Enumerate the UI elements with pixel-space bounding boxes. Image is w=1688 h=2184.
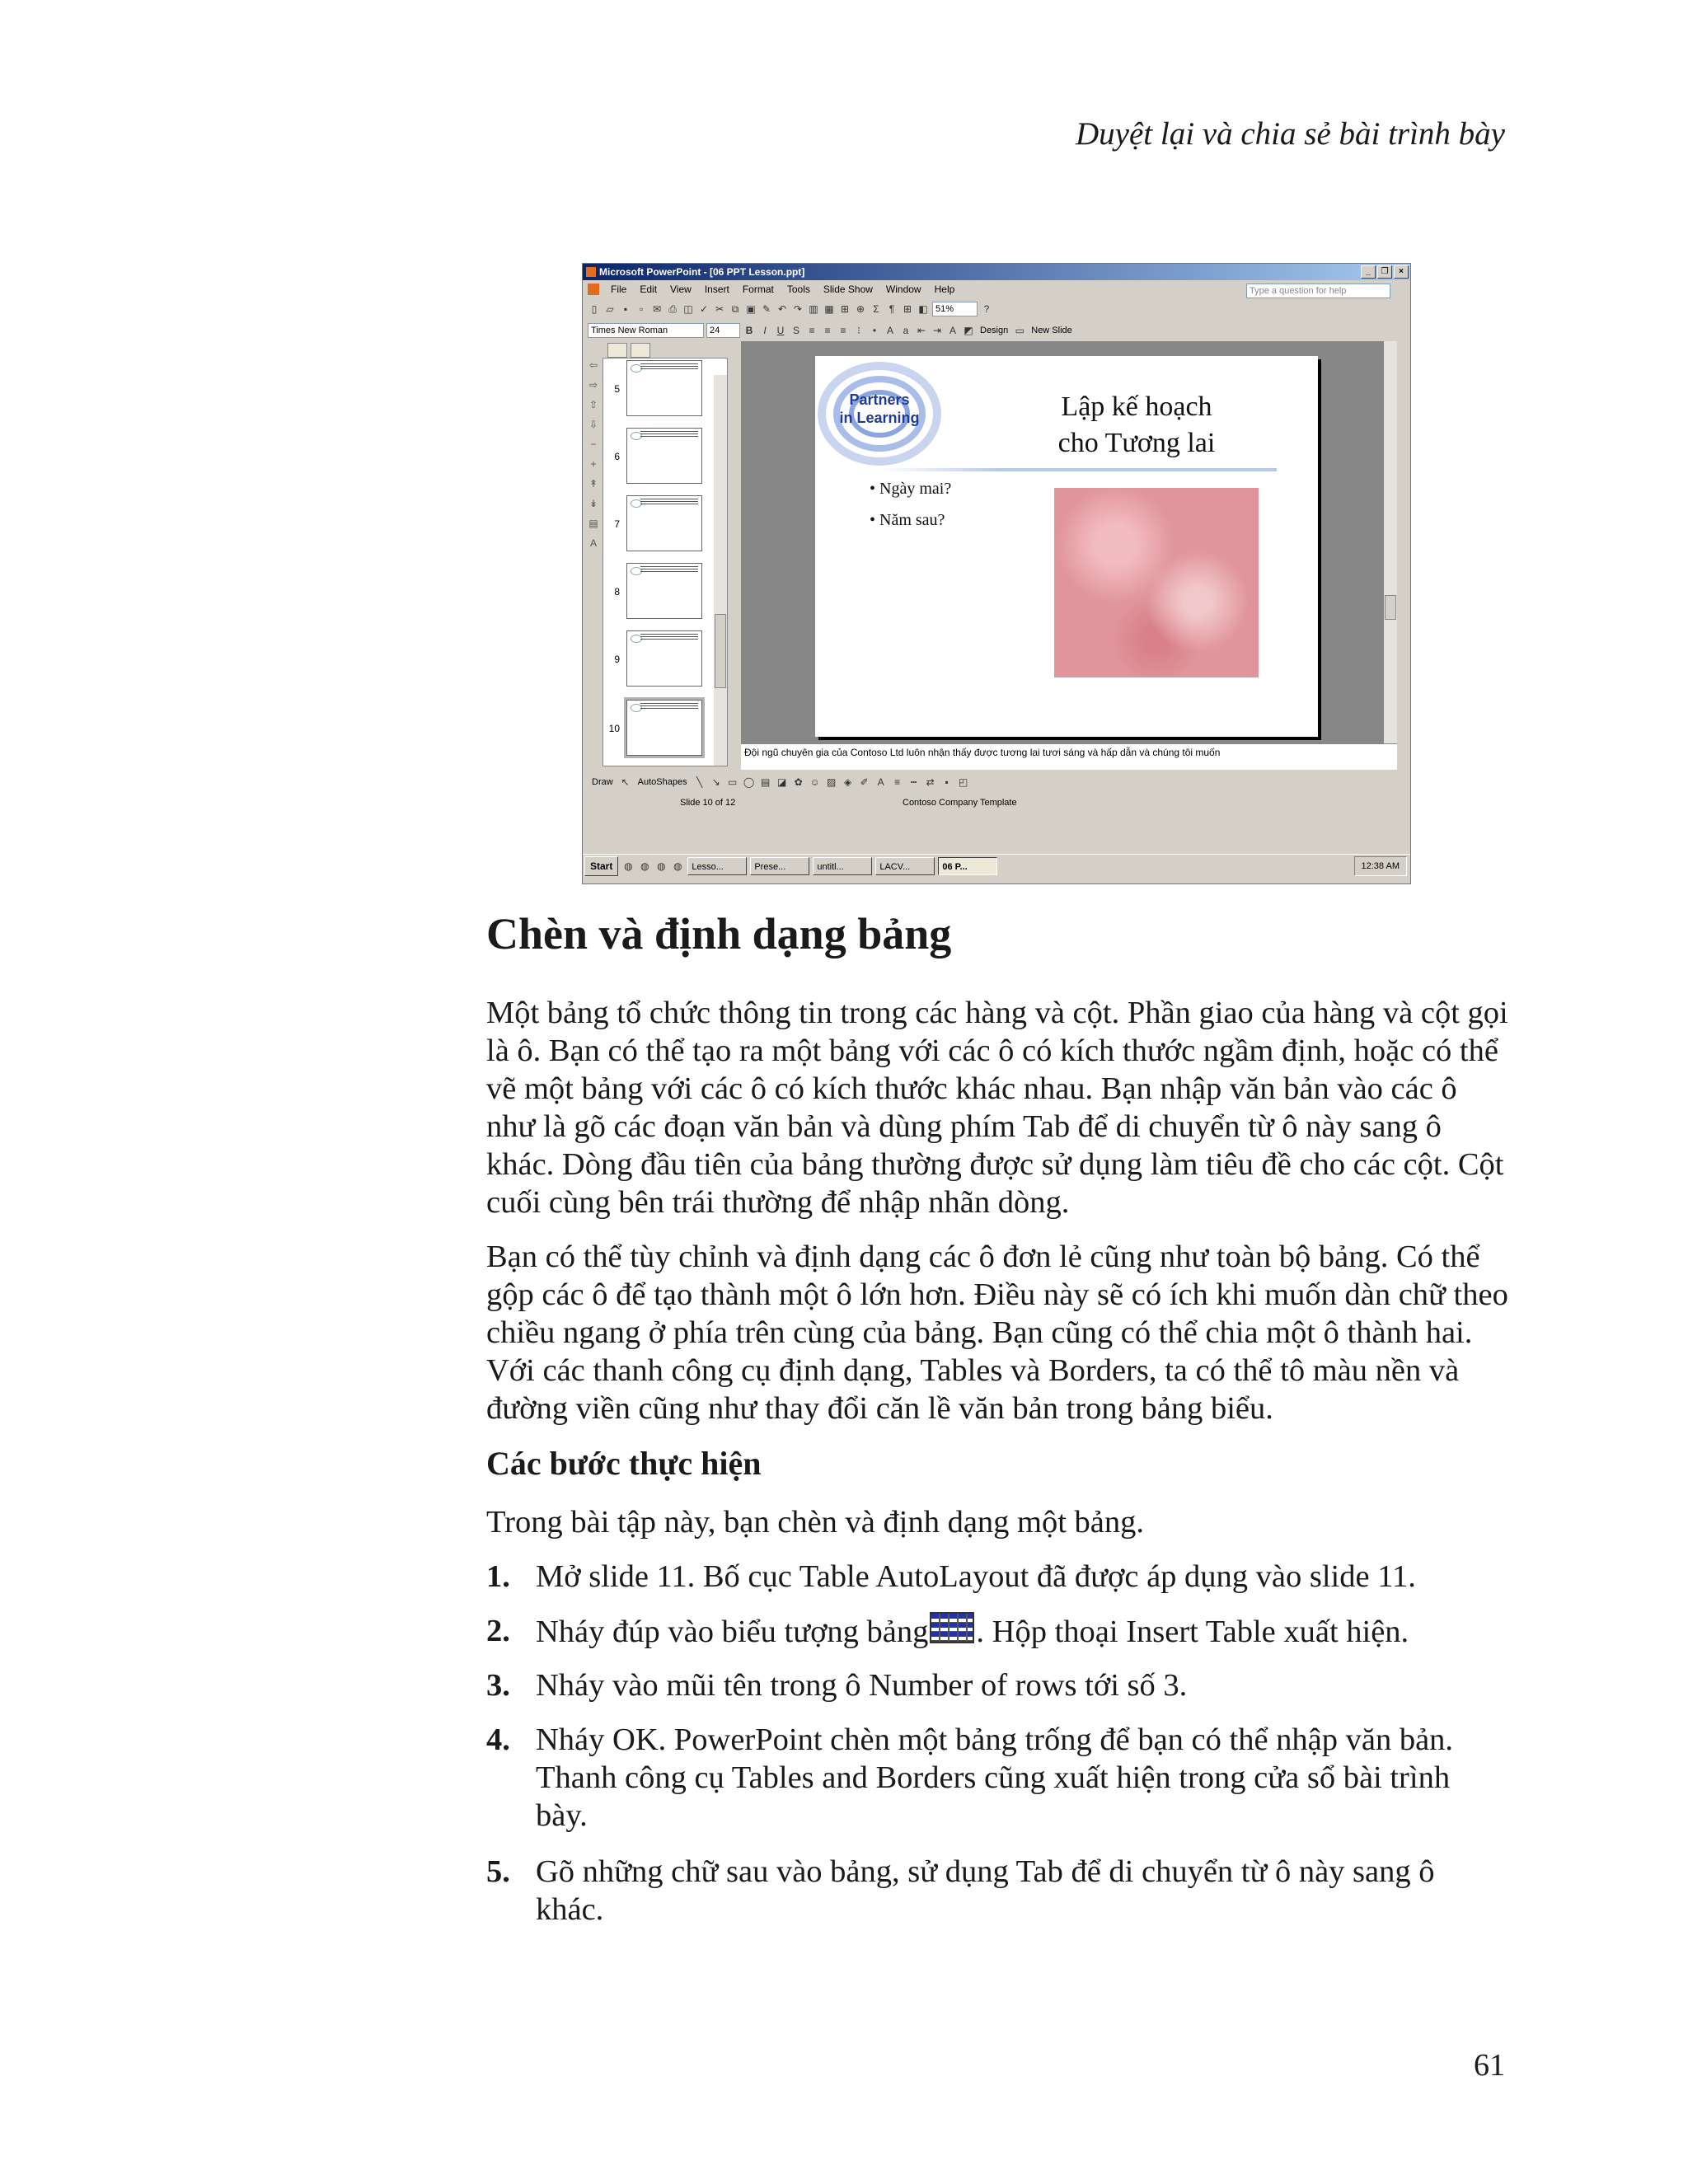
- align-right-icon[interactable]: ≡: [840, 325, 846, 336]
- font-name-select[interactable]: Times New Roman: [588, 323, 704, 338]
- increase-font-icon[interactable]: A: [886, 325, 893, 336]
- diagram-icon[interactable]: ✿: [794, 776, 803, 788]
- align-left-icon[interactable]: ≡: [809, 325, 815, 336]
- thumbnail-number: 6: [614, 451, 620, 462]
- slide-scrollbar[interactable]: [1384, 341, 1397, 743]
- slide-title-line: Lập kế hoạch: [1061, 391, 1212, 422]
- new-icon[interactable]: ▯: [591, 303, 598, 315]
- slide-workspace: [741, 341, 1397, 743]
- standard-toolbar: [583, 298, 1410, 320]
- minimize-icon[interactable]: _: [1361, 265, 1376, 279]
- thumbnail-card: [626, 700, 702, 756]
- taskbar-item[interactable]: Prese...: [750, 857, 809, 875]
- bullets-icon[interactable]: •: [872, 325, 877, 336]
- line-color-icon[interactable]: ✐: [860, 776, 869, 788]
- rectangle-icon[interactable]: ▭: [727, 776, 738, 788]
- step-number: 2.: [486, 1614, 510, 1648]
- step-number: 3.: [486, 1668, 510, 1703]
- drawing-toolbar: [583, 770, 1410, 794]
- numbering-icon[interactable]: ⁝: [857, 325, 860, 336]
- chart-icon[interactable]: ▥: [809, 303, 818, 315]
- window-titlebar: [583, 264, 1410, 280]
- menu-file[interactable]: File: [611, 284, 627, 295]
- powerpoint-app-icon: [586, 267, 596, 277]
- status-template: Contoso Company Template: [903, 798, 1017, 808]
- notes-pane[interactable]: Đội ngũ chuyên gia của Contoso Ltd luôn nhận thấy được tương lai tươi sáng và hấp dẫn và chúng tôi muốn: [741, 743, 1397, 770]
- summary-slide-icon[interactable]: ▤: [588, 518, 598, 529]
- menu-window[interactable]: Window: [885, 284, 921, 295]
- shadow-icon[interactable]: S: [792, 325, 799, 336]
- dash-style-icon[interactable]: ┅: [910, 776, 917, 788]
- flower-image[interactable]: [1054, 488, 1259, 677]
- slide-bullet: • Ngày mai?: [870, 480, 952, 498]
- subsection-title: Các bước thực hiện: [486, 1445, 762, 1482]
- promote-icon[interactable]: ⇦: [588, 359, 598, 371]
- taskbar-item[interactable]: untitl...: [813, 857, 872, 875]
- copy-icon[interactable]: ⧉: [731, 302, 739, 315]
- open-icon[interactable]: ▱: [606, 303, 614, 315]
- thumbnail-8[interactable]: [612, 563, 710, 622]
- expand-icon[interactable]: +: [590, 458, 597, 470]
- text-box-icon[interactable]: ▤: [760, 776, 771, 788]
- formatting-toolbar: [583, 320, 1410, 341]
- taskbar-item[interactable]: Lesso...: [687, 857, 747, 875]
- center-icon[interactable]: ≡: [824, 325, 831, 336]
- document-icon[interactable]: [588, 284, 599, 295]
- help-icon[interactable]: ?: [983, 303, 990, 315]
- page-number: 61: [1474, 2048, 1505, 2083]
- thumbnail-card: [626, 630, 702, 687]
- line-style-icon[interactable]: ≡: [894, 776, 901, 788]
- slides-tab[interactable]: [631, 343, 650, 358]
- window-title: Microsoft PowerPoint - [06 PPT Lesson.ppt]: [599, 266, 805, 278]
- title-rule: [881, 468, 1277, 471]
- menu-format[interactable]: Format: [742, 284, 774, 295]
- move-up-icon[interactable]: ⇧: [588, 399, 598, 410]
- step-text: Nháy vào mũi tên trong ô Number of rows tới số 3.: [536, 1668, 1188, 1703]
- oval-icon[interactable]: ◯: [743, 776, 755, 788]
- thumbnail-number: 8: [614, 586, 620, 598]
- paragraph-2: Bạn có thể tùy chỉnh và định dạng các ô đơn lẻ cũng như toàn bộ bảng. Có thể gộp các ô để tạo thành một ô lớn hơn. Điều này sẽ có ích khi muốn dàn chữ theo chiều ngang ở phía trên cùng của bảng. Bạn cũng có thể chia một ô thành hai. Với các thanh công cụ định dạng, Tables và Borders, ta có thể tô màu nền và đường viền cũng như thay đổi căn lề văn bản trong bảng biểu.: [486, 1240, 1508, 1426]
- move-down-icon[interactable]: ⇩: [588, 419, 598, 430]
- font-color-icon[interactable]: A: [877, 776, 884, 788]
- tables-borders-icon[interactable]: ⊞: [840, 303, 850, 315]
- fill-color-icon[interactable]: ◈: [843, 776, 852, 788]
- undo-icon[interactable]: ↶: [777, 303, 787, 315]
- slide-canvas[interactable]: [815, 356, 1318, 737]
- color-grayscale-icon[interactable]: ◧: [918, 303, 928, 315]
- expand-all-icon[interactable]: Σ: [873, 303, 879, 315]
- save-icon[interactable]: ▪: [623, 303, 628, 315]
- arrow-icon[interactable]: ↘: [711, 776, 720, 788]
- slide-title-line: cho Tương lai: [1057, 428, 1216, 458]
- design-button[interactable]: Design: [980, 326, 1009, 335]
- design-icon[interactable]: ◩: [964, 325, 973, 336]
- underline-icon[interactable]: U: [776, 325, 785, 336]
- new-slide-icon[interactable]: ▭: [1015, 325, 1025, 336]
- increase-indent-icon[interactable]: ⇥: [932, 325, 942, 336]
- step-text: Mở slide 11. Bố cục Table AutoLayout đã được áp dụng vào slide 11.: [536, 1559, 1416, 1594]
- system-clock: 12:38 AM: [1354, 856, 1407, 876]
- slides-pane: [583, 341, 741, 770]
- step-2: [486, 1612, 1508, 1651]
- table-icon[interactable]: ▦: [824, 303, 834, 315]
- arrow-style-icon[interactable]: ⇄: [926, 776, 935, 788]
- step-4: [486, 1721, 1508, 1835]
- step-text-after: . Hộp thoại Insert Table xuất hiện.: [976, 1615, 1409, 1649]
- thumbnail-card: [626, 563, 702, 619]
- running-header: Duyệt lại và chia sẻ bài trình bày: [1076, 116, 1505, 152]
- quick-launch-icon[interactable]: ◍: [657, 860, 666, 872]
- slide-bullet: • Năm sau?: [870, 511, 945, 529]
- step-number: 1.: [486, 1559, 510, 1594]
- thumbnail-9[interactable]: [612, 630, 710, 690]
- font-size-select[interactable]: 24: [706, 323, 740, 338]
- line-icon[interactable]: ╲: [696, 776, 703, 788]
- grid-icon[interactable]: ⊞: [903, 303, 912, 315]
- decrease-indent-icon[interactable]: ⇤: [917, 325, 926, 336]
- thumbnail-card: [626, 428, 702, 484]
- step-number: 4.: [486, 1722, 510, 1757]
- step-text-before: Nháy đúp vào biểu tượng bảng: [536, 1615, 929, 1649]
- menu-help[interactable]: Help: [934, 284, 955, 295]
- quick-launch-icon[interactable]: ◍: [640, 860, 649, 872]
- paragraph-1: Một bảng tổ chức thông tin trong các hàng và cột. Phần giao của hàng và cột gọi là ô. Bạn có thể tạo ra một bảng với các ô có kích thước ngầm định, hoặc có thể vẽ một bảng với các ô có kích thước khác nhau. Bạn nhập văn bản vào các ô như là gõ các đoạn văn bản và dùng phím Tab để di chuyển từ ô này sang ô khác. Dòng đầu tiên của bảng thường được sử dụng làm tiêu đề cho các cột. Cột cuối cùng bên trái thường để nhập nhãn dòng.: [486, 996, 1508, 1220]
- windows-taskbar: [583, 854, 1410, 877]
- section-title: Chèn và định dạng bảng: [486, 909, 952, 958]
- menu-view[interactable]: View: [670, 284, 692, 295]
- draw-menu[interactable]: Draw: [592, 777, 613, 787]
- 3d-style-icon[interactable]: ◰: [958, 776, 968, 788]
- permission-icon[interactable]: ▫: [639, 303, 644, 315]
- taskbar-item[interactable]: LACV...: [875, 857, 935, 875]
- outlining-toolbar: [584, 359, 603, 549]
- thumbnail-number: 5: [614, 383, 620, 395]
- step-3: [486, 1666, 1508, 1704]
- redo-icon[interactable]: ↷: [793, 303, 803, 315]
- show-formatting-icon[interactable]: A: [589, 537, 597, 549]
- thumbnail-number: 10: [608, 723, 620, 734]
- powerpoint-screenshot: [583, 264, 1410, 883]
- thumbnail-number: 7: [614, 518, 620, 530]
- slide-thumbnails: [603, 358, 728, 766]
- thumbnail-5[interactable]: [612, 360, 710, 419]
- status-bar: [583, 794, 1410, 811]
- step-1: [486, 1558, 1508, 1596]
- quick-launch-icon[interactable]: ◍: [624, 860, 633, 872]
- zoom-select[interactable]: 51%: [932, 302, 978, 316]
- wordart-icon[interactable]: ◪: [776, 776, 787, 788]
- step-text: Gõ những chữ sau vào bảng, sử dụng Tab để di chuyển từ ô này sang ô khác.: [536, 1854, 1435, 1927]
- menu-insert[interactable]: Insert: [704, 284, 729, 295]
- restore-icon[interactable]: ❐: [1377, 265, 1392, 279]
- bold-icon[interactable]: B: [745, 325, 753, 336]
- picture-icon[interactable]: ▨: [826, 776, 837, 788]
- help-search-input[interactable]: Type a question for help: [1246, 284, 1390, 298]
- collapse-all-icon[interactable]: ↟: [588, 478, 598, 490]
- autoshapes-menu[interactable]: AutoShapes: [637, 777, 687, 787]
- slide-title: [1021, 389, 1252, 462]
- thumbnail-10[interactable]: [608, 700, 710, 759]
- print-icon[interactable]: ⎙: [668, 302, 677, 315]
- email-icon[interactable]: ✉: [652, 303, 662, 315]
- print-preview-icon[interactable]: ◫: [683, 303, 693, 315]
- new-slide-button[interactable]: New Slide: [1031, 326, 1072, 335]
- select-objects-icon[interactable]: ↖: [621, 776, 630, 788]
- menu-tools[interactable]: Tools: [786, 284, 810, 295]
- font-color-icon[interactable]: A: [949, 325, 956, 336]
- outline-tab[interactable]: [607, 343, 627, 358]
- thumbnail-card: [626, 495, 702, 551]
- shadow-style-icon[interactable]: ▪: [945, 776, 949, 788]
- demote-icon[interactable]: ⇨: [588, 379, 598, 391]
- hyperlink-icon[interactable]: ⊕: [856, 303, 865, 315]
- logo-text: Partners in Learning: [839, 391, 920, 426]
- format-painter-icon[interactable]: ✎: [762, 303, 771, 315]
- cut-icon[interactable]: ✂: [715, 303, 724, 315]
- step-5: [486, 1853, 1508, 1929]
- intro-text: Trong bài tập này, bạn chèn và định dạng một bảng.: [486, 1505, 1145, 1540]
- step-text: [536, 1612, 1508, 1651]
- close-icon[interactable]: ×: [1394, 265, 1409, 279]
- collapse-icon[interactable]: −: [590, 438, 597, 450]
- italic-icon[interactable]: I: [763, 325, 767, 336]
- thumbnail-7[interactable]: [612, 495, 710, 555]
- menu-edit[interactable]: Edit: [640, 284, 658, 295]
- step-text: Nháy OK. PowerPoint chèn một bảng trống để bạn có thể nhập văn bản. Thanh công cụ Tables and Borders cũng xuất hiện trong cửa sổ bài trình bày.: [536, 1722, 1454, 1833]
- taskbar-item-active[interactable]: 06 P...: [938, 857, 997, 875]
- decrease-font-icon[interactable]: a: [903, 325, 909, 336]
- table-icon: [930, 1612, 974, 1643]
- step-number: 5.: [486, 1854, 510, 1889]
- clip-art-icon[interactable]: ☺: [809, 776, 820, 788]
- thumbnail-6[interactable]: [612, 428, 710, 487]
- status-slide: Slide 10 of 12: [680, 798, 736, 808]
- expand-all-icon[interactable]: ↡: [588, 498, 598, 509]
- menu-slide-show[interactable]: Slide Show: [823, 284, 873, 295]
- thumbnail-card: [626, 360, 702, 416]
- spelling-icon[interactable]: ✓: [699, 303, 709, 315]
- thumbnail-number: 9: [614, 654, 620, 665]
- paste-icon[interactable]: ▣: [746, 303, 756, 315]
- show-formatting-icon[interactable]: ¶: [889, 303, 895, 315]
- start-button[interactable]: Start: [584, 856, 618, 876]
- quick-launch-icon[interactable]: ◍: [673, 860, 682, 872]
- thumbnails-scrollbar[interactable]: [714, 375, 727, 766]
